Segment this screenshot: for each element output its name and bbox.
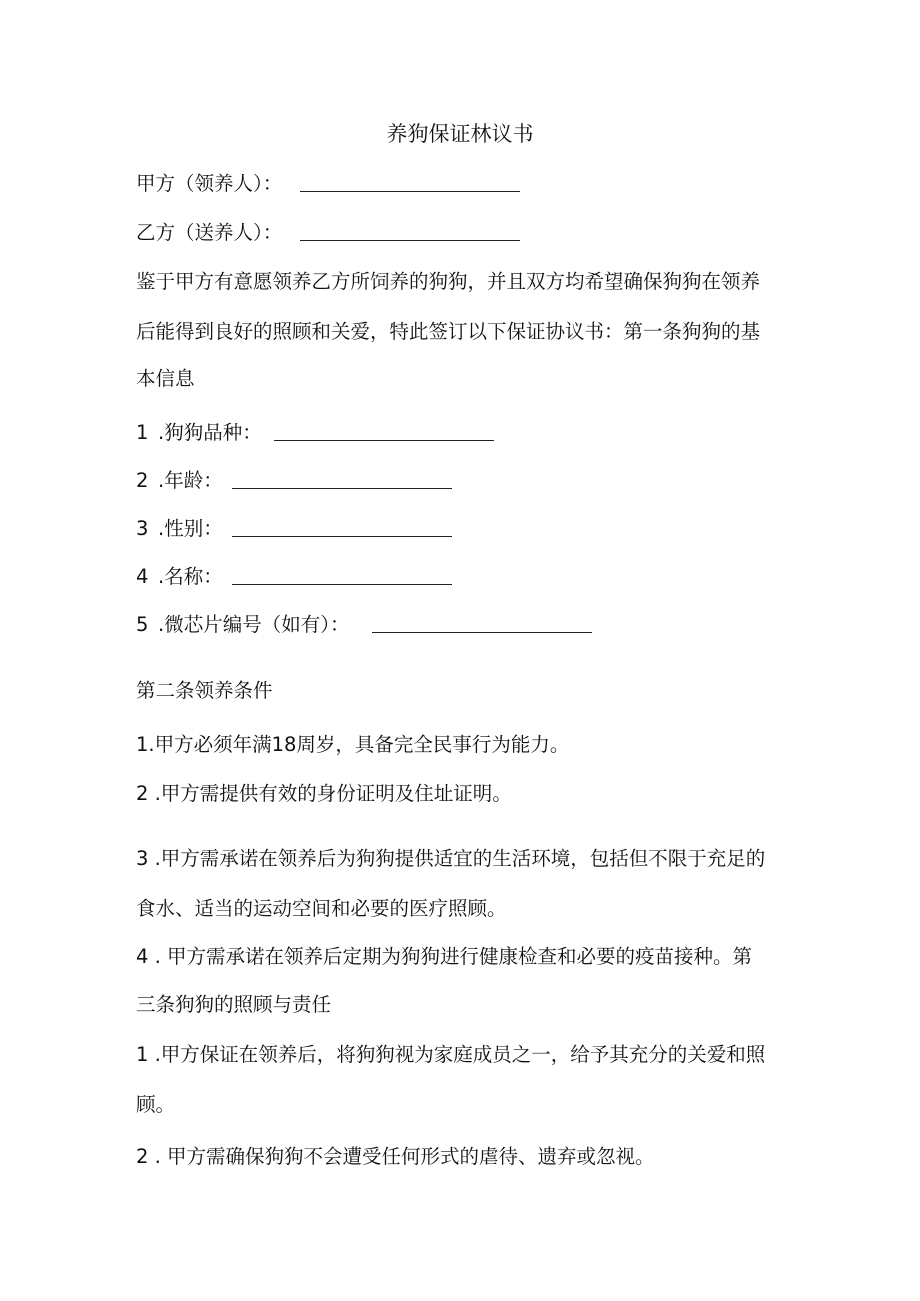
dog-age-blank bbox=[232, 488, 452, 489]
dog-info-number: 5 bbox=[136, 613, 149, 636]
section-3-item-1: 1 .甲方保证在领养后，将狗狗视为家庭成员之一，给予其充分的关爱和照 bbox=[136, 1043, 766, 1066]
dog-breed-label: .狗狗品种： bbox=[158, 421, 262, 444]
dog-gender-blank bbox=[232, 536, 452, 537]
party-b-label: 乙方（送养人）： bbox=[136, 221, 283, 244]
intro-line-1: 鉴于甲方有意愿领养乙方所饲养的狗狗，并且双方均希望确保狗狗在领养 bbox=[136, 270, 761, 293]
dog-microchip-blank bbox=[372, 632, 592, 633]
dog-age-label: .年龄： bbox=[158, 469, 223, 492]
section-2-item-3-cont: 食水、适当的运动空间和必要的医疗照顾。 bbox=[136, 897, 507, 920]
dog-info-number: 3 bbox=[136, 517, 149, 540]
dog-info-number: 2 bbox=[136, 469, 149, 492]
dog-info-number: 4 bbox=[136, 565, 149, 588]
document-title: 养狗保证林议书 bbox=[386, 122, 534, 146]
intro-line-2: 后能得到良好的照顾和关爱，特此签订以下保证协议书：第一条狗狗的基 bbox=[136, 320, 761, 343]
dog-name-label: .名称： bbox=[158, 565, 223, 588]
dog-info-number: 1 bbox=[136, 421, 149, 444]
party-b-blank bbox=[300, 240, 520, 241]
section-2-item-3: 3 .甲方需承诺在领养后为狗狗提供适宜的生活环境，包括但不限于充足的 bbox=[136, 847, 766, 870]
dog-microchip-label: .微芯片编号（如有）： bbox=[158, 613, 350, 636]
party-a-label: 甲方（领养人）： bbox=[136, 172, 283, 195]
section-3-heading: 三条狗狗的照顾与责任 bbox=[136, 993, 332, 1016]
dog-gender-label: .性别： bbox=[158, 517, 223, 540]
section-2-item-1: 1.甲方必须年满18周岁，具备完全民事行为能力。 bbox=[136, 733, 570, 756]
section-3-item-2: 2 . 甲方需确保狗狗不会遭受任何形式的虐待、遗弃或忽视。 bbox=[136, 1145, 655, 1168]
dog-breed-blank bbox=[274, 440, 494, 441]
section-2-item-4: 4 . 甲方需承诺在领养后定期为狗狗进行健康检查和必要的疫苗接种。第 bbox=[136, 945, 753, 968]
section-2-item-2: 2 .甲方需提供有效的身份证明及住址证明。 bbox=[136, 782, 512, 805]
party-a-blank bbox=[300, 191, 520, 192]
dog-name-blank bbox=[232, 584, 452, 585]
section-2-heading: 第二条领养条件 bbox=[136, 679, 273, 702]
intro-line-3: 本信息 bbox=[136, 367, 195, 390]
section-3-item-1-cont: 顾。 bbox=[136, 1093, 176, 1116]
